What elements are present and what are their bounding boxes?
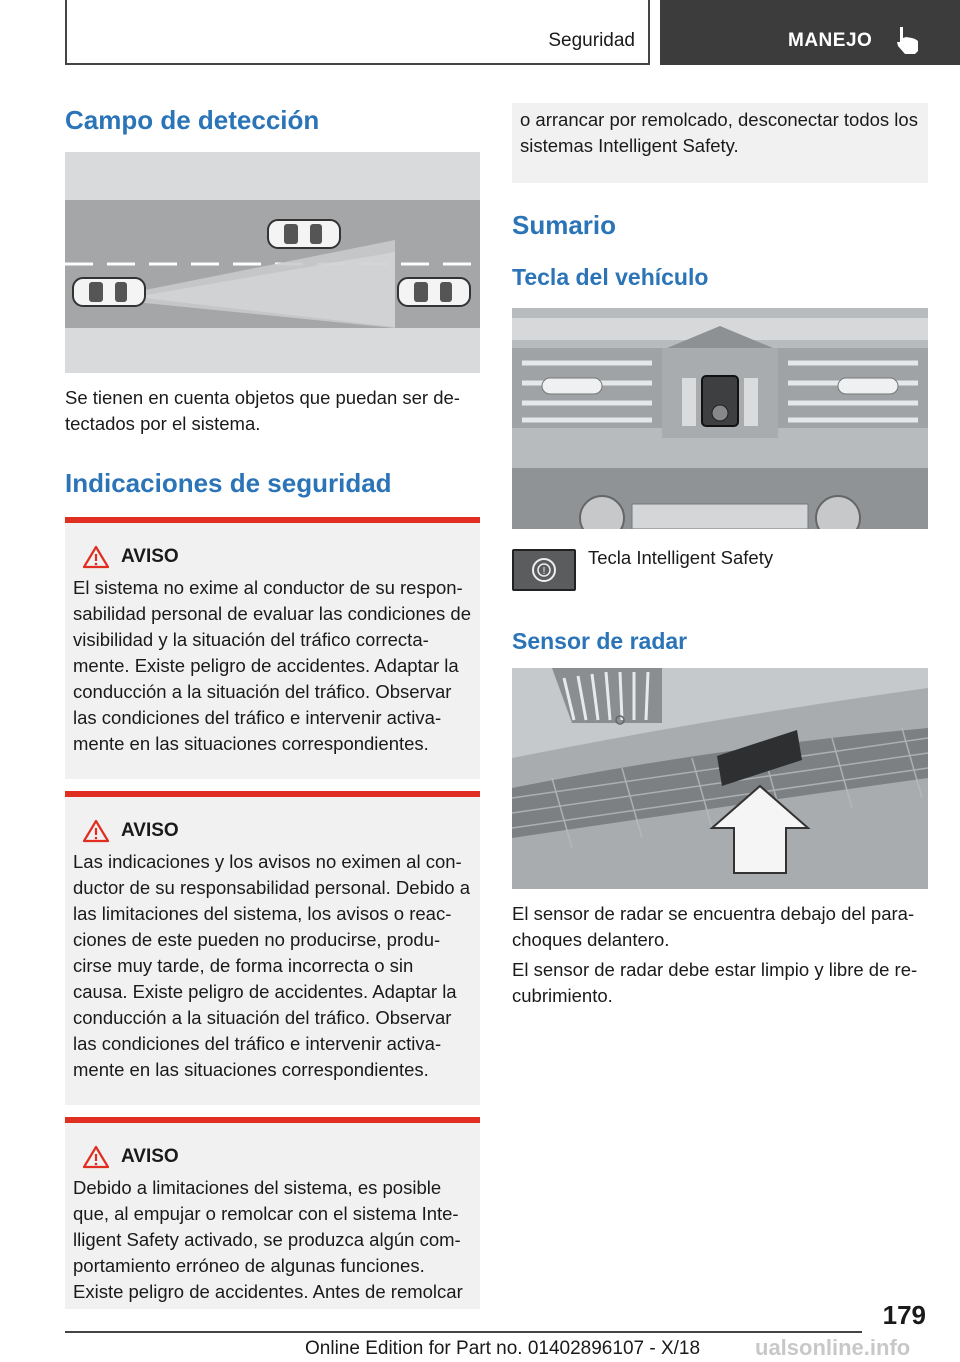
page-number: 179: [882, 1300, 926, 1330]
header-section-title: Seguridad: [548, 30, 635, 51]
footer-rule: [65, 1331, 862, 1333]
right-column: [512, 100, 928, 1009]
pointing-hand-icon: [893, 25, 921, 55]
detection-field-text: Se tienen en cuenta objetos que puedan ser de- tectados por el sistema.: [65, 386, 460, 434]
vehicle-key-figure: [512, 308, 928, 529]
dashboard-illustration: [512, 308, 928, 529]
radar-sensor-figure: [512, 668, 928, 889]
radar-text-1: El sensor de radar se encuentra debajo del para- choques delantero.: [512, 903, 915, 951]
warning-title: AVISO: [121, 1146, 179, 1168]
heading-safety-notes: Indicaciones de seguridad: [65, 467, 392, 498]
warning-triangle-icon: [83, 1145, 109, 1169]
warning-triangle-icon: [83, 819, 109, 843]
left-column: [65, 100, 480, 1309]
intelligent-safety-key-icon: [512, 549, 576, 591]
watermark-brand: ualsonline.info: [755, 1335, 911, 1360]
warning-text: Debido a limitaciones del sistema, es posible que, al empujar o remolcar con el sistema Inte- lligent Safety activado, se produzca algún com- portamiento erróneo de algunas funciones. Existe peligro de accidentes. Antes de remolcar: [73, 1177, 463, 1303]
warning-text: Las indicaciones y los avisos no eximen al con- ductor de su responsabilidad personal. Debido a las limitaciones del sistema, los avisos o reac- ciones de este pueden no producirse, produ- cirse muy tarde, de forma incorrecta o sin causa. Existe peligro de accidentes. Adaptar la conducción a la situación del tráfico. Observar las condiciones del tráfico e intervenir activa- mente en las situaciones correspondientes.: [73, 851, 470, 1081]
warning-title: AVISO: [121, 546, 179, 568]
warning-box-2: [65, 791, 480, 1105]
header-rule: [65, 63, 650, 65]
warning-triangle-icon: [83, 545, 109, 569]
intelligent-safety-symbol: [514, 551, 574, 589]
detection-field-figure: [65, 152, 480, 373]
warning-continued-text: o arrancar por remolcado, desconectar todos los sistemas Intelligent Safety.: [520, 109, 918, 156]
warning-title: AVISO: [121, 820, 179, 842]
footer-edition: Online Edition for Part no. 01402896107 - X/18: [305, 1338, 701, 1359]
header-left-line: [65, 0, 67, 65]
heading-vehicle-key: Tecla del vehículo: [512, 263, 709, 290]
warning-box-3-continued: [512, 103, 928, 183]
header-chapter-title: MANEJO: [788, 30, 873, 51]
header-right-line: [648, 0, 650, 65]
key-legend-row: [512, 546, 928, 591]
warning-box-3: [65, 1117, 480, 1309]
svg-text:!: !: [541, 565, 547, 577]
key-legend-label: Tecla Intelligent Safety: [588, 546, 774, 568]
radar-text-2: El sensor de radar debe estar limpio y libre de re- cubrimiento.: [512, 959, 918, 1007]
heading-radar-sensor: Sensor de radar: [512, 627, 688, 654]
header-chapter-tab[interactable]: [660, 0, 960, 65]
heading-summary: Sumario: [512, 210, 617, 240]
detection-field-illustration: [65, 152, 480, 373]
bumper-illustration: [512, 668, 928, 889]
heading-detection-field: Campo de detección: [65, 105, 320, 135]
warning-text: El sistema no exime al conductor de su respon- sabilidad personal de evaluar las condiciones de visibilidad y la situación del tráfico correcta- mente. Existe peligro de accidentes. Adaptar la conducción a la situación del tráfico. Observar las condiciones del tráfico e intervenir activa- mente en las situaciones correspondientes.: [73, 577, 472, 755]
warning-box-1: [65, 517, 480, 779]
